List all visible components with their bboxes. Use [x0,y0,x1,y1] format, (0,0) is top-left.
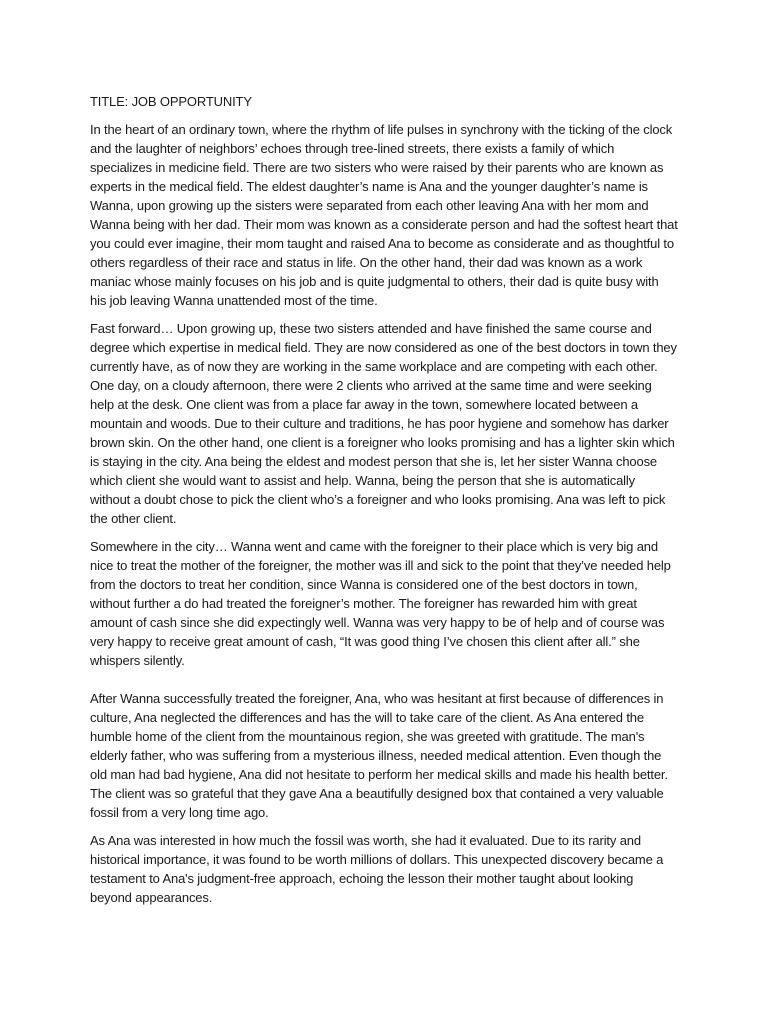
paragraph-4: After Wanna successfully treated the foreigner, Ana, who was hesitant at first because of differences in culture, Ana neglected the differences and has the will to take care of the client. As Ana entered the humble home of the client from the mountainous region, she was greeted with gratitude. The man's elderly father, who was suffering from a mysterious illness, needed medical attention. Even though the old man had bad hygiene, Ana did not hesitate to perform her medical skills and made his health better. The client was so grateful that they gave Ana a beautifully designed box that contained a very valuable fossil from a very long time ago. [90,691,668,820]
paragraph-1: In the heart of an ordinary town, where the rhythm of life pulses in synchrony with the ticking of the clock and the laughter of neighbors’ echoes through tree-lined streets, there exists a family of which specializes in medicine field. There are two sisters who were raised by their parents who are known as experts in the medical field. The eldest daughter’s name is Ana and the younger daughter’s name is Wanna, upon growing up the sisters were separated from each other leaving Ana with her mom and Wanna being with her dad. Their mom was known as a considerate person and had the softest heart that you could ever imagine, their mom taught and raised Ana to become as considerate and as thoughtful to others regardless of their race and status in life. On the other hand, their dad was known as a work maniac whose mainly focuses on his job and is quite judgmental to others, their dad is quite busy with his job leaving Wanna unattended most of the time. [90,122,678,308]
paragraph-5: As Ana was interested in how much the fossil was worth, she had it evaluated. Due to its rarity and historical importance, it was found to be worth millions of dollars. This unexpected discovery became a testament to Ana's judgment-free approach, echoing the lesson their mother taught about looking beyond appearances. [90,833,664,905]
document-title: TITLE: JOB OPPORTUNITY [90,94,252,109]
paragraph-3: Somewhere in the city… Wanna went and came with the foreigner to their place which is very big and nice to treat the mother of the foreigner, the mother was ill and sick to the point that they’ve needed help from the doctors to treat her condition, since Wanna is considered one of the best doctors in town, without further a do had treated the foreigner’s mother. The foreigner has rewarded him with great amount of cash since she did expectingly well. Wanna was very happy to be of help and of course was very happy to receive great amount of cash, “It was good thing I’ve chosen this client after all.” she whispers silently. [90,539,671,668]
document-body [90,92,678,916]
paragraph-2: Fast forward… Upon growing up, these two sisters attended and have finished the same course and degree which expertise in medical field. They are now considered as one of the best doctors in town they currently have, as of now they are working in the same workplace and are competing with each other. One day, on a cloudy afternoon, there were 2 clients who arrived at the same time and were seeking help at the desk. One client was from a place far away in the town, somewhere located between a mountain and woods. Due to their culture and traditions, he has poor hygiene and somehow has darker brown skin. On the other hand, one client is a foreigner who looks promising and has a lighter skin which is staying in the city. Ana being the eldest and modest person that she is, let her sister Wanna choose which client she would want to assist and help. Wanna, being the person that she is automatically without a doubt chose to pick the client who’s a foreigner and who looks promising. Ana was left to pick the other client. [90,321,677,526]
